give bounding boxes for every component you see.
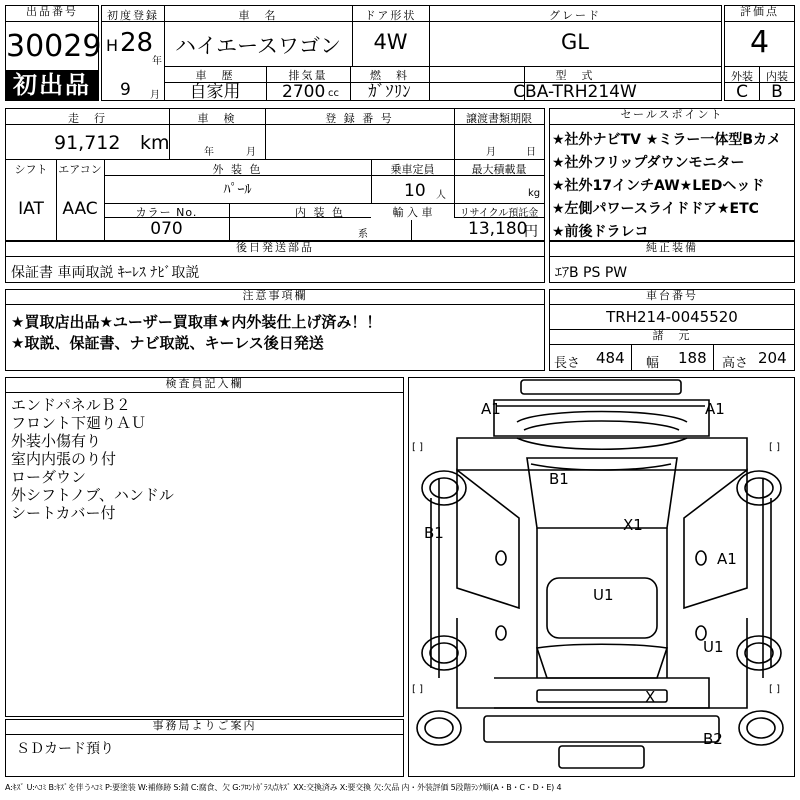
mark-b1-hood: B1 xyxy=(549,470,569,488)
bracket-1: [ ] xyxy=(412,442,423,453)
width-label: 幅 xyxy=(646,356,660,371)
inspector-line-6: 外シフトノブ、ハンドル xyxy=(11,486,174,504)
load-unit: kg xyxy=(528,188,541,199)
score-box xyxy=(724,5,795,101)
inspector-title: 検査員記入欄 xyxy=(6,378,403,393)
aircon: AAC xyxy=(62,199,98,219)
first-reg-label: 初度登録 xyxy=(107,9,159,22)
capacity-label: 乗車定員 xyxy=(390,163,435,176)
inspector-line-3: 外装小傷有り xyxy=(11,432,102,450)
reg-year: 28 xyxy=(120,28,154,58)
shift: IAT xyxy=(18,199,44,219)
legend-footer: A:ｷｽﾞ U:ﾍｺﾐ B:ｷｽﾞを伴うﾍｺﾐ P:要塗装 W:補修跡 S:錆 C:腐食、欠 G:ﾌﾛﾝﾄｶﾞﾗｽ点ｷｽﾞ XX:交換済み X:要交換 欠:欠品 内・外装評価 5段階ﾗﾝｸ順(A・B・C・D・E) 4 xyxy=(5,783,562,792)
chassis-box xyxy=(549,289,795,371)
displacement-label: 排気量 xyxy=(288,69,328,82)
lot-number-box xyxy=(5,5,102,101)
selling-point-1: ★社外ナビTV ★ミラー一体型Bカメ xyxy=(552,132,782,148)
capacity-unit: 人 xyxy=(436,190,446,201)
mark-x-rear: X xyxy=(645,688,656,706)
mileage-unit: km xyxy=(140,132,170,154)
transfer-month-unit: 月 xyxy=(486,147,496,158)
inspector-line-5: ローダウン xyxy=(11,468,87,486)
mark-b2-rear: B2 xyxy=(703,730,723,748)
car-name-label: 車 名 xyxy=(238,9,278,22)
inspection-year-unit: 年 xyxy=(204,147,214,158)
door-label: ドア形状 xyxy=(364,9,417,22)
recycle-label: リサイクル預託金 xyxy=(459,208,539,219)
transfer-day-unit: 日 xyxy=(526,147,536,158)
later-parts: 保証書 車両取説 ｷｰﾚｽ ﾅﾋﾞ取説 xyxy=(11,265,200,281)
reg-no-label: 登 録 番 号 xyxy=(325,112,394,125)
selling-point-5: ★前後ドラレコ xyxy=(552,224,649,240)
height: 204 xyxy=(758,349,787,367)
inspection-label: 車 検 xyxy=(197,112,237,125)
inspection-month-unit: 月 xyxy=(246,147,256,158)
standard-equip-title: 純正装備 xyxy=(550,242,794,257)
lot-number-label: 出品番号 xyxy=(6,6,98,22)
caution-title: 注意事項欄 xyxy=(6,290,544,305)
grade-label: グレード xyxy=(549,9,601,22)
caution-line-1: ★買取店出品★ユーザー買取車★内外装仕上げ済み！！ xyxy=(11,313,382,331)
car-name: ハイエースワゴン xyxy=(174,34,342,58)
score: 4 xyxy=(749,25,770,60)
reg-month-unit: 月 xyxy=(150,90,160,101)
grade: GL xyxy=(561,30,589,54)
exterior-label: 外装 xyxy=(731,70,753,83)
selling-point-2: ★社外フリップダウンモニター xyxy=(552,155,745,171)
vehicle-header-box xyxy=(101,5,722,101)
caution-line-2: ★取説、保証書、ナビ取説、キーレス後日発送 xyxy=(11,334,324,352)
import-label: 輸 入 車 xyxy=(371,204,454,220)
reg-year-unit: 年 xyxy=(152,56,162,67)
mark-u1-roof: U1 xyxy=(593,586,614,604)
color: ﾊﾟｰﾙ xyxy=(223,182,252,198)
caution-box xyxy=(5,289,545,371)
mark-b1-left: B1 xyxy=(424,524,444,542)
vehicle-detail-box xyxy=(5,108,545,241)
interior-grade: B xyxy=(771,82,783,102)
int-color-unit: 系 xyxy=(358,229,368,240)
history-label: 車 歴 xyxy=(195,69,235,82)
mark-a1-front-right: A1 xyxy=(705,400,725,418)
mark-a1-front-left: A1 xyxy=(481,400,501,418)
int-color-label: 内 装 色 xyxy=(295,206,345,219)
later-parts-box xyxy=(5,241,545,283)
inspector-line-4: 室内内張のり付 xyxy=(11,450,117,468)
office-title: 事務局よりご案内 xyxy=(6,720,403,735)
car-outline xyxy=(409,378,794,776)
capacity: 10 xyxy=(404,181,426,201)
first-listing-badge: 初出品 xyxy=(6,70,98,101)
standard-equip-box xyxy=(549,241,795,283)
shift-label: シフト xyxy=(14,163,48,176)
model-label: 型 式 xyxy=(555,69,595,82)
model-code: CBA-TRH214W xyxy=(513,82,637,102)
inspector-box xyxy=(5,377,404,717)
bracket-4: [ ] xyxy=(769,684,780,695)
color-label: 外 装 色 xyxy=(212,163,263,176)
recycle-fee: 13,180 xyxy=(468,219,528,239)
later-parts-title: 後日発送部品 xyxy=(6,242,544,257)
color-no-label: カラー No. xyxy=(135,206,198,219)
height-label: 高さ xyxy=(722,356,749,371)
selling-point-3: ★社外17インチAW★LEDヘッド xyxy=(552,178,765,194)
exterior-grade: C xyxy=(736,82,748,102)
mileage-label: 走 行 xyxy=(68,112,107,125)
mark-x1-roof: X1 xyxy=(623,516,643,534)
inspector-line-2: フロント下廻りＡＵ xyxy=(11,414,147,432)
fuel-label: 燃 料 xyxy=(370,69,409,82)
bracket-2: [ ] xyxy=(769,442,780,453)
lot-number: 30029 xyxy=(6,29,102,64)
width: 188 xyxy=(678,349,707,367)
office-note: ＳＤカード預り xyxy=(16,741,114,757)
score-label: 評価点 xyxy=(725,6,794,22)
vehicle-diagram xyxy=(408,377,795,777)
selling-point-4: ★左側パワースライドドア★ETC xyxy=(552,201,759,217)
fuel: ｶﾞｿﾘﾝ xyxy=(368,82,411,102)
length-label: 長さ xyxy=(554,356,581,371)
history: 自家用 xyxy=(189,82,241,102)
mark-a1-right: A1 xyxy=(717,550,737,568)
chassis-number: TRH214-0045520 xyxy=(606,308,738,326)
transfer-label: 譲渡書類期限 xyxy=(466,112,532,125)
aircon-label: エアコン xyxy=(58,163,102,176)
office-box xyxy=(5,719,404,777)
color-no: 070 xyxy=(150,219,183,239)
load-label: 最大積載量 xyxy=(471,163,527,176)
recycle-unit: 円 xyxy=(524,224,538,240)
era: H xyxy=(106,36,119,55)
dims-title: 諸 元 xyxy=(550,330,794,345)
mileage: 91,712 xyxy=(54,132,121,154)
length: 484 xyxy=(596,349,625,367)
interior-label: 内装 xyxy=(766,70,788,83)
bracket-3: [ ] xyxy=(412,684,423,695)
displacement-unit: cc xyxy=(328,88,339,99)
inspector-line-7: シートカバー付 xyxy=(11,504,116,522)
mark-u1-right-rear: U1 xyxy=(703,638,724,656)
selling-points-title: セールスポイント xyxy=(550,109,794,125)
inspector-line-1: エンドパネルＢ２ xyxy=(11,396,131,414)
standard-equip: ｴｱB PS PW xyxy=(555,265,628,281)
chassis-title: 車台番号 xyxy=(550,290,794,305)
displacement: 2700 xyxy=(282,82,326,102)
reg-month: 9 xyxy=(120,80,131,100)
door-type: 4W xyxy=(373,30,408,54)
selling-points-box xyxy=(549,108,795,241)
